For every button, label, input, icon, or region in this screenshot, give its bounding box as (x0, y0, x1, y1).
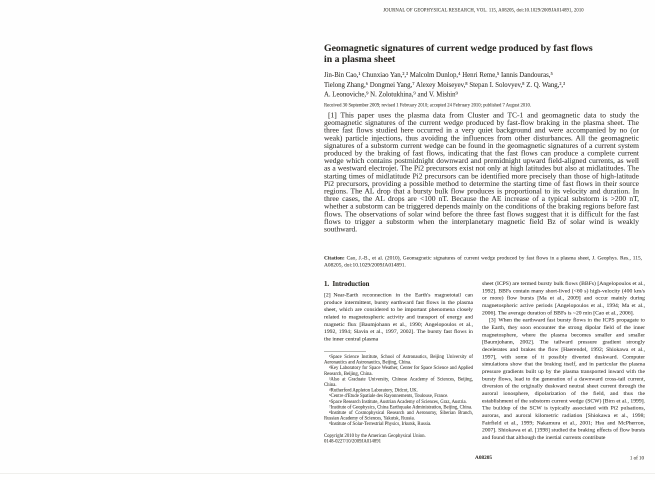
footnote-item: ⁵Centre d'Etude Spatiale des Rayonnements, Toulouse, France. (329, 393, 449, 399)
author-line: Jin-Bin Cao,¹ Chunxiao Yan,²,³ Malcolm Dunlop,⁴ Henri Reme,⁵ Iannis Dandouras,⁵ (324, 71, 553, 79)
footnote-item: ²Key Laboratory for Space Weather, Center for Space Science and Applied Research, Beijing, China. (324, 365, 473, 377)
author-line: Tielong Zhang,⁶ Dongmei Yang,⁷ Alexey Moiseyev,⁸ Stepan I. Solovyev,⁸ Z. Q. Wang,²,³ (324, 80, 566, 89)
footnote-item: ⁷Institute of Geophysics, China Earthquake Administration, Beijing, China. (329, 404, 473, 410)
running-header: JOURNAL OF GEOPHYSICAL RESEARCH, VOL. 115, A08205, doi:10.1029/2009JA014891, 2010 (383, 8, 584, 13)
footnote-item: ⁶Space Research Institute, Austrian Academy of Sciences, Graz, Austria. (329, 399, 467, 405)
received-dates: Received 30 September 2009; revised 1 February 2010; accepted 24 February 2010; published 7 August 2010. (324, 103, 531, 108)
body-paragraph: sheet (ICPS) are termed bursty bulk flows (BBFs) [Angelopoulos et al., 1992]. BBFs contain many short-lived (<60 s) high-velocity (400 km/s or more) flow bursts [Ma et al., 2009] and occur mainly during magnetospheric active periods [Angelopoulos et al., 1994; Ma et al., 2006]. The average duration of BBFs is ~20 min [Cao et al., 2006]. (482, 280, 645, 316)
page-content (323, 0, 644, 480)
intro-paragraph: [2] Near-Earth reconnection in the Earth's magnetotail can produce intermittent, bursty earthward fast flows in the plasma sheet, which are considered to be important phenomena closely related to magnetospheric activity and transport of energy and magnetic flux [Baumjohann et al., 1990; Angelopoulos et al., 1992, 1994; Slavin et al., 1997, 2002]. The bursty fast flows in the inner central plasma (324, 292, 473, 343)
footnote-item: ¹Space Science Institute, School of Astronautics, Beijing University of Aeronautics and Astronautics, Beijing, China. (324, 354, 473, 366)
copyright-line1: Copyright 2010 by the American Geophysical Union. (324, 433, 426, 439)
article-title-line2: in a plasma sheet (324, 53, 396, 65)
author-list (324, 70, 643, 99)
footnote-item: ³Also at Graduate University, Chinese Academy of Sciences, Beijing, China. (324, 376, 473, 388)
citation-block (324, 255, 642, 269)
article-title (324, 43, 643, 65)
footer-article-id: A08205 (475, 455, 492, 461)
footnote-item: ⁸Institute of Cosmophysical Research and Aeronomy, Siberian Branch, Russian Academy of Sciences, Yakutsk, Russia. (324, 410, 473, 422)
author-line: A. Leonoviche,⁹ N. Zolotukhina,⁹ and V. Mishin⁹ (324, 90, 458, 98)
article-title-line1: Geomagnetic signatures of current wedge produced by fast flows (324, 43, 593, 54)
copyright-line2: 0148-0227/10/2009JA014891 (324, 438, 381, 444)
body-paragraph: [3] When the earthward fast bursty flows in the ICPS propagate to the Earth, they soon encounter the strong dipolar field of the inner magnetosphere, where the plasma becomes smaller and smaller [Baumjohann, 2002]. The tailward pressure gradient strongly decelerates and brakes the flow [Haerendel, 1992; Shiokawa et al., 1997], with some of it possibly diverted duskward. Computer simulations show that the braking itself, and in particular the plasma pressure gradients built up by the plasma transported inward with the bursty flows, lead to the generation of a dawnward cross-tail current, diversion of the originally duskward neutral sheet current through the auroral ionosphere, dipolarization of the field, and thus the establishment of the substorm current wedge (SCW) [Birn et al., 1999]. The buildup of the SCW is typically associated with Pi2 pulsations, auroras, and auroral kilometric radiation [Shiokawa et al., 1998; Fairfield et al., 1999; Nakamura et al., 2001; Hsu and McPherron, 2007]. Shiokawa et al. [1998] studied the braking effects of flow bursts and found that although the inertial currents contribute (482, 317, 645, 441)
right-column (482, 280, 645, 441)
footnote-item: ⁴Rutherford Appleton Laboratory, Didcot, UK. (329, 388, 418, 394)
abstract-paragraph: [1] This paper uses the plasma data from Cluster and TC-1 and geomagnetic data to study the geomagnetic signatures of the current wedge produced by fast-flow braking in the plasma sheet. The three fast flows studied here occurred in a very quiet background and were accompanied by no (or weak) particle injections, thus avoiding the influences from other disturbances. All the geomagnetic signatures of a substorm current wedge can be found in the geomagnetic signatures of a current system produced by the braking of fast flows, indicating that the fast flows can produce a complete current wedge which contains postmidnight downward and premidnight upward field-aligned currents, as well as a westward electrojet. The Pi2 precursors exist not only at high latitudes but also at midlatitudes. The starting times of midlatitude Pi2 precursors can be identified more precisely than those of high-latitude Pi2 precursors, providing a possible method to determine the starting time of fast flows in their source regions. The AL drop that a bursty bulk flow produces is proportional to its velocity and duration. In three cases, the AL drops are <100 nT. Because the AE increase of a typical substorm is >200 nT, whether a substorm can be triggered depends mainly on the conditions of the braking regions before fast flows. The observations of solar wind before the three fast flows suggest that it is difficult for the fast flows to trigger a substorm when the interplanetary magnetic field Bz of solar wind is weakly southward. (324, 111, 639, 234)
section-heading-introduction: 1. Introduction (324, 280, 370, 288)
footnote-item: ⁹Institute of Solar-Terrestrial Physics, Irkutsk, Russia. (329, 421, 432, 427)
scan-edge-line (0, 473, 655, 474)
footer-page-number: 1 of 10 (629, 455, 644, 461)
copyright-notice (324, 433, 473, 444)
citation-text: Cao, J.-B., et al. (2010), Geomagnetic signatures of current wedge produced by fast flows in a plasma sheet, J. Geophys. Res., 115, A08205, doi:10.1029/2009JA014891. (324, 255, 642, 268)
left-column (324, 280, 473, 343)
affiliation-footnotes (324, 351, 473, 444)
footnote-divider (324, 351, 366, 352)
citation-label: Citation: (324, 255, 345, 261)
